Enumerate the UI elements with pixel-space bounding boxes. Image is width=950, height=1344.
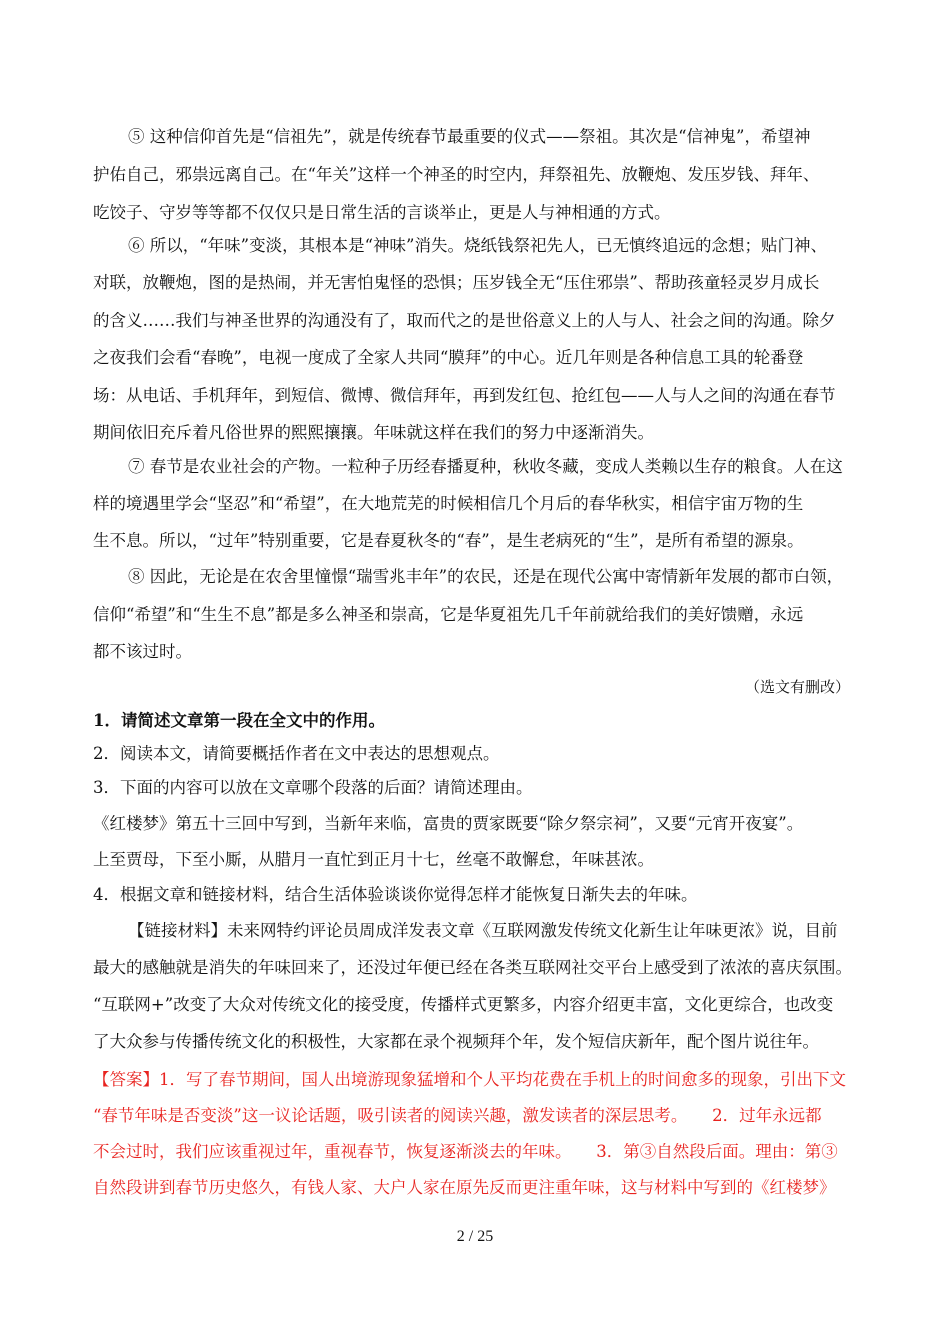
paragraph-6-line-2: 对联，放鞭炮，图的是热闹，并无害怕鬼怪的恐惧；压岁钱全无“压住邪祟”、帮助孩童轻灵岁月成长 xyxy=(93,273,820,292)
paragraph-6-line-1: ⑥ 所以，“年味”变淡，其根本是“神味”消失。烧纸钱祭祀先人，已无慎终追远的念想；贴门神、 xyxy=(128,236,827,255)
paragraph-8-line-2: 信仰“希望”和“生生不息”都是多么神圣和崇高，它是华夏祖先几千年前就给我们的美好馈赠，永远 xyxy=(93,605,804,624)
question-3-quote-line-1: 《红楼梦》第五十三回中写到，当新年来临，富贵的贾家既要“除夕祭宗祠”，又要“元宵开夜宴”。 xyxy=(93,814,804,833)
paragraph-5-line-1: ⑤ 这种信仰首先是“信祖先”，就是传统春节最重要的仪式——祭祖。其次是“信神鬼”，希望神 xyxy=(128,127,811,146)
paragraph-5-line-3: 吃饺子、守岁等等都不仅仅只是日常生活的言谈举止，更是人与神相通的方式。 xyxy=(93,203,671,222)
question-2: 2．阅读本文，请简要概括作者在文中表达的思想观点。 xyxy=(93,744,500,763)
question-1: 1．请简述文章第一段在全文中的作用。 xyxy=(93,711,385,730)
paragraph-5-line-2: 护佑自己，邪祟远离自己。在“年关”这样一个神圣的时空内，拜祭祖先、放鞭炮、发压岁钱、拜年、 xyxy=(93,165,820,184)
paragraph-6-line-5: 场：从电话、手机拜年，到短信、微博、微信拜年，再到发红包、抢红包——人与人之间的沟通在春节 xyxy=(93,386,836,405)
link-material-line-2: 最大的感触就是消失的年味回来了，还没过年便已经在各类互联网社交平台上感受到了浓浓的喜庆氛围。 xyxy=(93,958,852,977)
paragraph-8-line-3: 都不该过时。 xyxy=(93,642,192,661)
question-4: 4．根据文章和链接材料，结合生活体验谈谈你觉得怎样才能恢复日渐失去的年味。 xyxy=(93,885,698,904)
answer-line-3: 不会过时，我们应该重视过年，重视春节，恢复逐渐淡去的年味。 3．第③自然段后面。理由：第③ xyxy=(93,1142,838,1161)
answer-line-2: “春节年味是否变淡”这一议论话题，吸引读者的阅读兴趣，激发读者的深层思考。 2．过年永远都 xyxy=(93,1106,822,1125)
paragraph-6-line-6: 期间依旧充斥着凡俗世界的熙熙攘攘。年味就这样在我们的努力中逐渐消失。 xyxy=(93,423,654,442)
link-material-line-1: 【链接材料】未来网特约评论员周成洋发表文章《互联网激发传统文化新生让年味更浓》说，目前 xyxy=(128,921,838,940)
paragraph-7-line-2: 样的境遇里学会“坚忍”和“希望”，在大地荒芜的时候相信几个月后的春华秋实，相信宇宙万物的生 xyxy=(93,494,804,513)
link-material-line-3: “互联网+”改变了大众对传统文化的接受度，传播样式更繁多，内容介绍更丰富，文化更综合，也改变 xyxy=(93,995,834,1014)
source-note: （选文有删改） xyxy=(744,678,850,696)
link-material-line-4: 了大众参与传播传统文化的积极性，大家都在录个视频拜个年，发个短信庆新年，配个图片说往年。 xyxy=(93,1032,819,1051)
answer-line-1 xyxy=(93,1068,846,1092)
page-number: 2 / 25 xyxy=(456,1228,494,1245)
paragraph-7-line-1: ⑦ 春节是农业社会的产物。一粒种子历经春播夏种，秋收冬藏，变成人类赖以生存的粮食。人在这 xyxy=(128,457,843,476)
paragraph-8-line-1: ⑧ 因此，无论是在农舍里憧憬“瑞雪兆丰年”的农民，还是在现代公寓中寄情新年发展的都市白领， xyxy=(128,567,844,586)
answer-text-1: 1．写了春节期间，国人出境游现象猛增和个人平均花费在手机上的时间愈多的现象，引出下文 xyxy=(159,1070,846,1089)
question-3-quote-line-2: 上至贾母，下至小厮，从腊月一直忙到正月十七，丝毫不敢懈怠，年味甚浓。 xyxy=(93,850,654,869)
answer-line-4: 自然段讲到春节历史悠久，有钱人家、大户人家在原先反而更注重年味，这与材料中写到的《红楼梦》 xyxy=(93,1178,836,1197)
question-3: 3．下面的内容可以放在文章哪个段落的后面？请简述理由。 xyxy=(93,778,533,797)
paragraph-7-line-3: 生不息。所以，“过年”特别重要，它是春夏秋冬的“春”，是生老病死的“生”，是所有希望的源泉。 xyxy=(93,531,804,550)
paragraph-6-line-3: 的含义……我们与神圣世界的沟通没有了，取而代之的是世俗意义上的人与人、社会之间的沟通。除夕 xyxy=(93,311,836,330)
answer-tag: 【答案】 xyxy=(93,1070,159,1089)
paragraph-6-line-4: 之夜我们会看“春晚”，电视一度成了全家人共同“膜拜”的中心。近几年则是各种信息工具的轮番登 xyxy=(93,348,804,367)
